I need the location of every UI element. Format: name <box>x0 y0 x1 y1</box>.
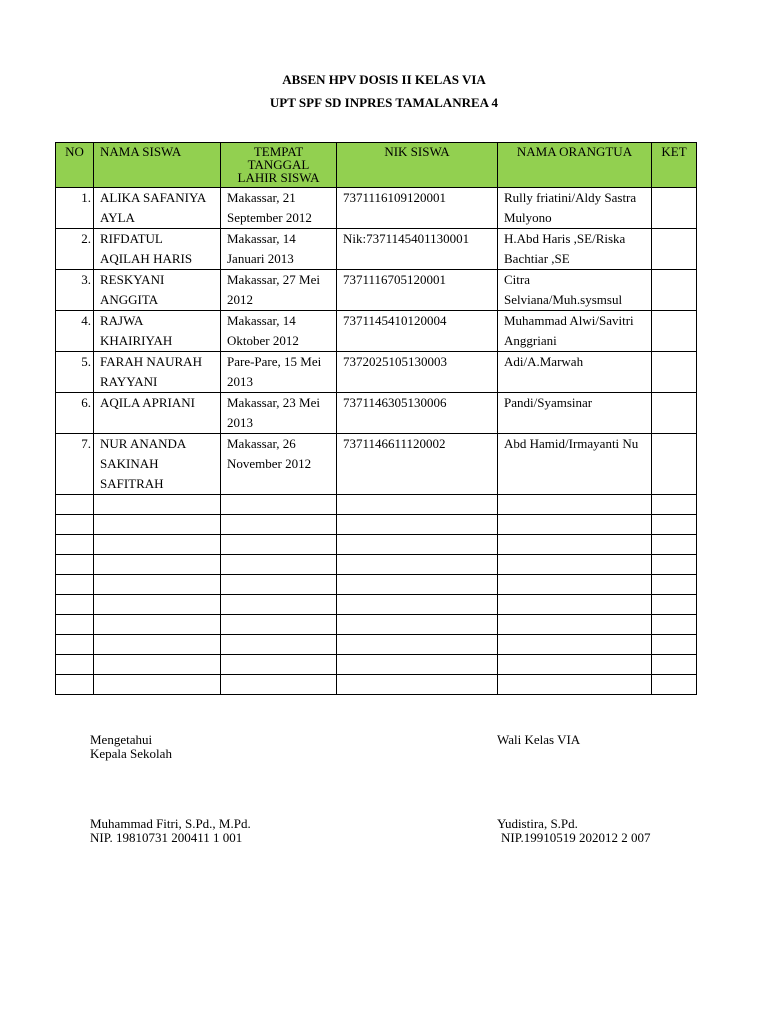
empty-cell <box>498 575 652 595</box>
signature-left-name: Muhammad Fitri, S.Pd., M.Pd. <box>90 816 251 831</box>
empty-cell <box>56 615 94 635</box>
cell-ttl: Pare-Pare, 15 Mei 2013 <box>221 352 337 393</box>
table-row-empty <box>56 495 697 515</box>
empty-cell <box>652 615 697 635</box>
empty-cell <box>498 615 652 635</box>
empty-cell <box>498 635 652 655</box>
empty-cell <box>94 515 221 535</box>
cell-no: 6. <box>56 393 94 434</box>
signature-left-name-block <box>90 817 251 845</box>
empty-cell <box>652 575 697 595</box>
cell-nama-orangtua: Citra Selviana/Muh.sysmsul <box>498 270 652 311</box>
empty-cell <box>337 595 498 615</box>
cell-ttl: Makassar, 27 Mei 2012 <box>221 270 337 311</box>
empty-cell <box>498 675 652 695</box>
table-row-empty <box>56 635 697 655</box>
table-row-empty <box>56 575 697 595</box>
empty-cell <box>94 595 221 615</box>
table-row <box>56 188 697 229</box>
empty-cell <box>56 575 94 595</box>
table-row <box>56 352 697 393</box>
header-nama-orangtua: NAMA ORANGTUA <box>498 143 652 188</box>
table-row-empty <box>56 555 697 575</box>
cell-nama-siswa: AQILA APRIANI <box>94 393 221 434</box>
cell-no: 2. <box>56 229 94 270</box>
cell-ttl: Makassar, 26 November 2012 <box>221 434 337 495</box>
empty-cell <box>221 535 337 555</box>
header-no: NO <box>56 143 94 188</box>
table-row-empty <box>56 595 697 615</box>
empty-cell <box>94 555 221 575</box>
cell-nik: 7371145410120004 <box>337 311 498 352</box>
cell-nama-orangtua: H.Abd Haris ,SE/Riska Bachtiar ,SE <box>498 229 652 270</box>
table-row <box>56 393 697 434</box>
cell-ket <box>652 352 697 393</box>
empty-cell <box>221 635 337 655</box>
cell-ket <box>652 434 697 495</box>
cell-no: 7. <box>56 434 94 495</box>
cell-no: 1. <box>56 188 94 229</box>
empty-cell <box>56 555 94 575</box>
cell-ttl: Makassar, 14 Oktober 2012 <box>221 311 337 352</box>
cell-nik: 7371146611120002 <box>337 434 498 495</box>
cell-nik: 7371146305130006 <box>337 393 498 434</box>
table-row-empty <box>56 675 697 695</box>
cell-nama-siswa: ALIKA SAFANIYA AYLA <box>94 188 221 229</box>
cell-ket <box>652 270 697 311</box>
empty-cell <box>56 655 94 675</box>
table-row <box>56 434 697 495</box>
table-row <box>56 229 697 270</box>
empty-cell <box>337 495 498 515</box>
empty-cell <box>221 595 337 615</box>
empty-cell <box>56 495 94 515</box>
signature-left-block <box>90 733 172 761</box>
cell-nama-orangtua: Rully friatini/Aldy Sastra Mulyono <box>498 188 652 229</box>
cell-ket <box>652 229 697 270</box>
cell-nama-orangtua: Muhammad Alwi/Savitri Anggriani <box>498 311 652 352</box>
header-nama-siswa: NAMA SISWA <box>94 143 221 188</box>
empty-cell <box>652 495 697 515</box>
signature-left-nip: NIP. 19810731 200411 1 001 <box>90 830 243 845</box>
empty-cell <box>337 675 498 695</box>
cell-no: 3. <box>56 270 94 311</box>
empty-cell <box>498 655 652 675</box>
cell-nama-siswa: FARAH NAURAH RAYYANI <box>94 352 221 393</box>
cell-ket <box>652 311 697 352</box>
header-ttl <box>221 143 337 188</box>
empty-cell <box>94 615 221 635</box>
empty-cell <box>221 575 337 595</box>
empty-cell <box>498 515 652 535</box>
table-row-empty <box>56 535 697 555</box>
empty-cell <box>221 555 337 575</box>
empty-cell <box>337 535 498 555</box>
empty-cell <box>498 535 652 555</box>
empty-cell <box>652 535 697 555</box>
empty-cell <box>652 655 697 675</box>
empty-cell <box>221 515 337 535</box>
signature-right-line1: Wali Kelas VIA <box>497 732 581 747</box>
cell-nik: Nik:7371145401130001 <box>337 229 498 270</box>
empty-cell <box>498 595 652 615</box>
empty-cell <box>94 635 221 655</box>
cell-no: 5. <box>56 352 94 393</box>
empty-cell <box>221 615 337 635</box>
header-nik-siswa: NIK SISWA <box>337 143 498 188</box>
header-ttl-line2: TANGGAL <box>247 157 310 172</box>
table-row-empty <box>56 615 697 635</box>
empty-cell <box>94 655 221 675</box>
empty-cell <box>94 575 221 595</box>
empty-cell <box>652 515 697 535</box>
table-row-empty <box>56 655 697 675</box>
signature-right-name-block <box>497 817 651 845</box>
cell-nama-siswa: RESKYANI ANGGITA <box>94 270 221 311</box>
signature-right-block <box>497 733 580 747</box>
signature-right-nip: NIP.19910519 202012 2 007 <box>501 830 651 845</box>
empty-cell <box>337 635 498 655</box>
empty-cell <box>652 555 697 575</box>
signature-left-line1: Mengetahui <box>90 732 153 747</box>
cell-no: 4. <box>56 311 94 352</box>
cell-nama-orangtua: Abd Hamid/Irmayanti Nu <box>498 434 652 495</box>
empty-cell <box>498 495 652 515</box>
empty-cell <box>56 515 94 535</box>
empty-cell <box>94 535 221 555</box>
table-row-empty <box>56 515 697 535</box>
table-row <box>56 270 697 311</box>
empty-cell <box>652 595 697 615</box>
empty-cell <box>221 675 337 695</box>
cell-nama-orangtua: Adi/A.Marwah <box>498 352 652 393</box>
empty-cell <box>652 635 697 655</box>
cell-nik: 7371116109120001 <box>337 188 498 229</box>
empty-cell <box>56 595 94 615</box>
empty-cell <box>337 655 498 675</box>
header-ttl-line1: TEMPAT <box>253 144 304 159</box>
cell-nik: 7372025105130003 <box>337 352 498 393</box>
cell-ttl: Makassar, 21 September 2012 <box>221 188 337 229</box>
table-body <box>56 188 697 695</box>
empty-cell <box>56 675 94 695</box>
empty-cell <box>337 555 498 575</box>
empty-cell <box>652 675 697 695</box>
empty-cell <box>221 655 337 675</box>
cell-ket <box>652 188 697 229</box>
header-ttl-line3: LAHIR SISWA <box>237 170 320 185</box>
empty-cell <box>337 515 498 535</box>
header-ket: KET <box>652 143 697 188</box>
signature-right-name: Yudistira, S.Pd. <box>497 816 578 831</box>
empty-cell <box>94 495 221 515</box>
attendance-table <box>55 142 697 695</box>
cell-nama-siswa: RAJWA KHAIRIYAH <box>94 311 221 352</box>
cell-nama-siswa: RIFDATUL AQILAH HARIS <box>94 229 221 270</box>
cell-ket <box>652 393 697 434</box>
document-title: ABSEN HPV DOSIS II KELAS VIA <box>282 72 486 87</box>
empty-cell <box>94 675 221 695</box>
document-subtitle: UPT SPF SD INPRES TAMALANREA 4 <box>269 95 499 110</box>
table-row <box>56 311 697 352</box>
signature-left-line2: Kepala Sekolah <box>90 746 172 761</box>
cell-nama-siswa: NUR ANANDA SAKINAH SAFITRAH <box>94 434 221 495</box>
cell-ttl: Makassar, 23 Mei 2013 <box>221 393 337 434</box>
empty-cell <box>337 615 498 635</box>
empty-cell <box>56 535 94 555</box>
cell-nama-orangtua: Pandi/Syamsinar <box>498 393 652 434</box>
cell-nik: 7371116705120001 <box>337 270 498 311</box>
cell-ttl: Makassar, 14 Januari 2013 <box>221 229 337 270</box>
empty-cell <box>221 495 337 515</box>
empty-cell <box>498 555 652 575</box>
table-header-row <box>56 143 697 188</box>
empty-cell <box>56 635 94 655</box>
empty-cell <box>337 575 498 595</box>
